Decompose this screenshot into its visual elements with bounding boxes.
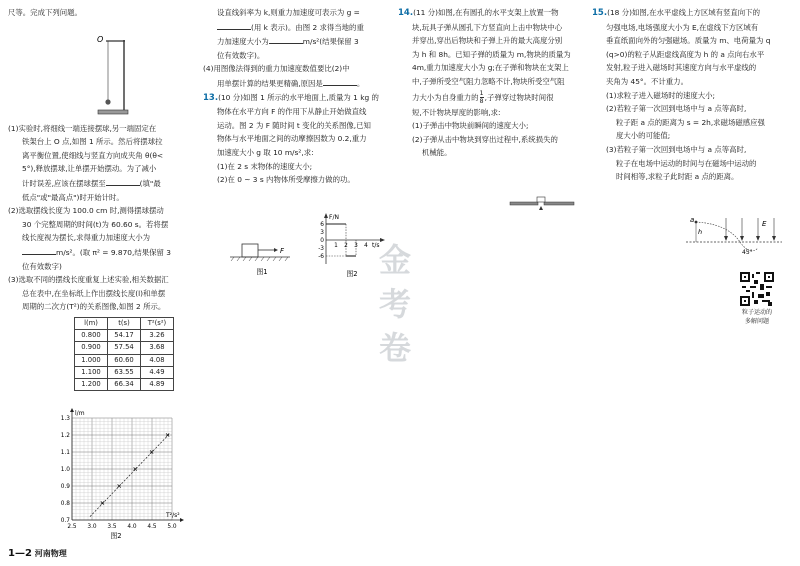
page-footer (8, 547, 67, 561)
column-2: 设直线斜率为 k,则重力加速度可表示为 g = (用 k 表示)。由图 2 求得当地的重 力加速度大小为 m/s²(结果保留 3 位有效数字)。 (4)用图像法得到的重力加速度数值要比(2)中 用单摆计算的结果更精确,原因是 。 13.(10 分)如图 1 所示的水平地面上,质量为 1 kg 的 物体在水平方向 F 的作用下从静止开始做直线 运动。图 2 为 F 随时间 t 变化的关系图像,已知 物体与水平地面之间的动摩擦因数为 0.2,重力 加速度大小 g 取 10 m/s²,求: (1)在 2 s 末物体的速度大小; (2)在 0 ~ 3 s 内物体所受摩擦力做的功。 (203, 8, 379, 185)
table-row: 0.900 57.54 3.68 (75, 342, 174, 354)
pendulum-bob (105, 99, 110, 104)
height-label: h (698, 228, 703, 236)
ft-xlabel: t/s (372, 242, 380, 249)
ground-hatch (231, 257, 288, 261)
y-tick-label: 1.0 (60, 467, 70, 473)
table-row: 1.100 63.55 4.49 (75, 366, 174, 378)
x-tick-label: 4.5 (147, 524, 157, 530)
page-number: 1—2 (8, 548, 32, 559)
watermark: 金 考 卷 (378, 241, 411, 367)
y-tick-label: 0.9 (60, 484, 70, 490)
chart-marks (90, 433, 170, 516)
x-tick-label: 4.0 (127, 524, 137, 530)
x-tick-label: 2.5 (67, 524, 77, 530)
force-label: F (280, 247, 285, 255)
support-left (510, 202, 538, 205)
question-number-13: 13. (203, 92, 219, 103)
point-a-label: a (690, 216, 695, 224)
table-header: l(m) (75, 317, 108, 329)
electric-field-lines (726, 218, 774, 240)
stand-base (98, 110, 128, 114)
fig2-caption: 图2 (346, 270, 358, 278)
qr-caption: 粒子运动的 多解问题 (741, 309, 772, 325)
question-number-15: 15. (592, 8, 608, 18)
intro-text: 尺等。完成下列问题。 (8, 8, 82, 17)
field-figure (676, 214, 786, 270)
qr-code-icon[interactable] (740, 272, 774, 306)
y-tick-label: 0.8 (60, 501, 70, 507)
support-figure (508, 192, 578, 216)
block (242, 244, 258, 257)
ft-ytick: 6 (320, 222, 324, 228)
ft-xtick: 4 (364, 243, 368, 249)
pendulum-figure (94, 32, 134, 118)
bullet-icon (539, 206, 543, 210)
support-right (544, 202, 574, 205)
q1-line: (1)实验时,将细线一端连接摆球,另一端固定在 (8, 123, 157, 133)
fraction-one-eighth: $\frac{1}{8}$ (479, 89, 484, 106)
ft-xtick: 2 (344, 243, 348, 249)
answer-blank-5[interactable] (323, 76, 357, 86)
block-on-support (537, 197, 545, 202)
trajectory-in-field (696, 222, 740, 242)
ft-ytick: -6 (318, 254, 324, 260)
pivot-label: O (97, 35, 104, 44)
y-axis-arrow (70, 408, 74, 412)
question-number-14: 14. (398, 8, 414, 18)
ft-ytick: 0 (320, 238, 324, 244)
y-tick-label: 0.7 (60, 518, 70, 524)
table-row: 0.800 54.17 3.26 (75, 330, 174, 342)
field-E-label: E (762, 220, 767, 228)
fig1-caption: 图1 (256, 268, 268, 276)
y-axis-label: l/m (75, 410, 85, 417)
table-header: T²(s²) (141, 317, 174, 329)
ft-ytick: 3 (320, 230, 324, 236)
x-tick-label: 3.5 (107, 524, 117, 530)
chart-grid (72, 418, 172, 520)
y-tick-label: 1.3 (60, 416, 70, 422)
data-table (74, 317, 174, 391)
force-arrow-head (274, 248, 278, 252)
answer-blank-2[interactable] (22, 245, 56, 255)
l-vs-T2-chart (48, 408, 188, 540)
column-1: 尺等。完成下列问题。 O (1)实验时,将细线一端连接摆球,另一端固定在 铁架台上 O 点,如图 1 所示。然后将摆球拉 离平衡位置,使细线与竖直方向成夹角 θ(θ< 5°),释放摆球,让单摆开始摆动。为了减小 计时误差,应该在摆球摆至 (填"最 低点"或"最高点")时开始计时。 (2)选取摆线长度为 100.0 cm 时,测得摆球摆动 30 个完整周期的时间(t)为 60.60 s。若将摆 线长度视为摆长,求得重力加速度大小为 m/s²。(取 π² = 9.870,结果保留 3 位有效数字) (3)选取不同的摆线长度重复上述实验,相关数据汇 总在表中,在坐标纸上作出摆线长度(l)和单摆 周期的二次方(T²)的关系图像,如图 2 所示。 l(m) t(s) T²(s²) 0.800 54.17 3.26 0.900 57.54 3.68 1.000 60.60 4.08 1.100 63.55 4.49 1.200 66.34 4.89 (8, 6, 194, 391)
ft-ytick: -3 (318, 246, 324, 252)
x-tick-label: 3.0 (87, 524, 97, 530)
footer-title: 河南物理 (34, 549, 67, 558)
column-4: 15.(18 分)如图,在水平虚线上方区域有竖直向下的 匀强电场,电场强度大小为 E,在虚线下方区域有 垂直纸面向外的匀强磁场。质量为 m、电荷量为 q (q>0)的粒子从距虚线高度为 h 的 a 点向右水平 发射,粒子进入磁场时其速度方向与水平虚线的 夹角为 45°。不计重力。 (1)求粒子进入磁场时的速度大小; (2)若粒子第一次回到电场中与 a 点等高时, 粒子距 a 点的距离为 s = 2h,求磁场磁感应强 度大小的可能值; (3)若粒子第一次回到电场中与 a 点等高时, 粒子在电场中运动的时间与在磁场中运动的 时间相等,求粒子此时距 a 点的距离。 (592, 8, 771, 182)
answer-blank-4[interactable] (269, 34, 303, 44)
x-axis-arrow (180, 518, 184, 522)
x-tick-label: 5.0 (167, 524, 177, 530)
ft-xtick: 3 (354, 243, 358, 249)
chart-caption: 图2 (110, 532, 122, 540)
fit-line (90, 433, 170, 516)
block-figure (228, 236, 294, 284)
answer-blank-3[interactable] (217, 20, 251, 30)
x-axis-label: T²/s² (166, 512, 180, 519)
angle-label: 45° (742, 249, 753, 256)
table-row: 1.000 60.60 4.08 (75, 354, 174, 366)
y-tick-label: 1.1 (60, 450, 70, 456)
column-3: 14.(11 分)如图,在有圆孔的水平支架上放置一物 块,玩具子弹从圆孔下方竖直向上击中物块中心 并穿出,穿出后物块和子弹上升的最大高度分别 为 h 和 8h。已知子弹的质量为 m,物块的质量为 4m,重力加速度大小为 g;在子弹和物块在支架上 中,子弹所受空气阻力忽略不计,物块所受空气阻 力大小为自身重力的 $\frac{1}{8}$ ,子弹穿过物块时间很 短,不计物块厚度的影响,求: (1)子弹击中物块前瞬间的速度大小; (2)子弹从击中物块到穿出过程中,系统损失的 机械能。 (398, 8, 571, 158)
table-header: t(s) (108, 317, 141, 329)
y-tick-label: 1.2 (60, 433, 70, 439)
ft-xtick: 1 (334, 243, 338, 249)
ft-ylabel: F/N (329, 214, 339, 221)
table-header-row (75, 317, 174, 329)
answer-blank-1[interactable] (106, 176, 140, 186)
table-row: 1.200 66.34 4.89 (75, 378, 174, 390)
